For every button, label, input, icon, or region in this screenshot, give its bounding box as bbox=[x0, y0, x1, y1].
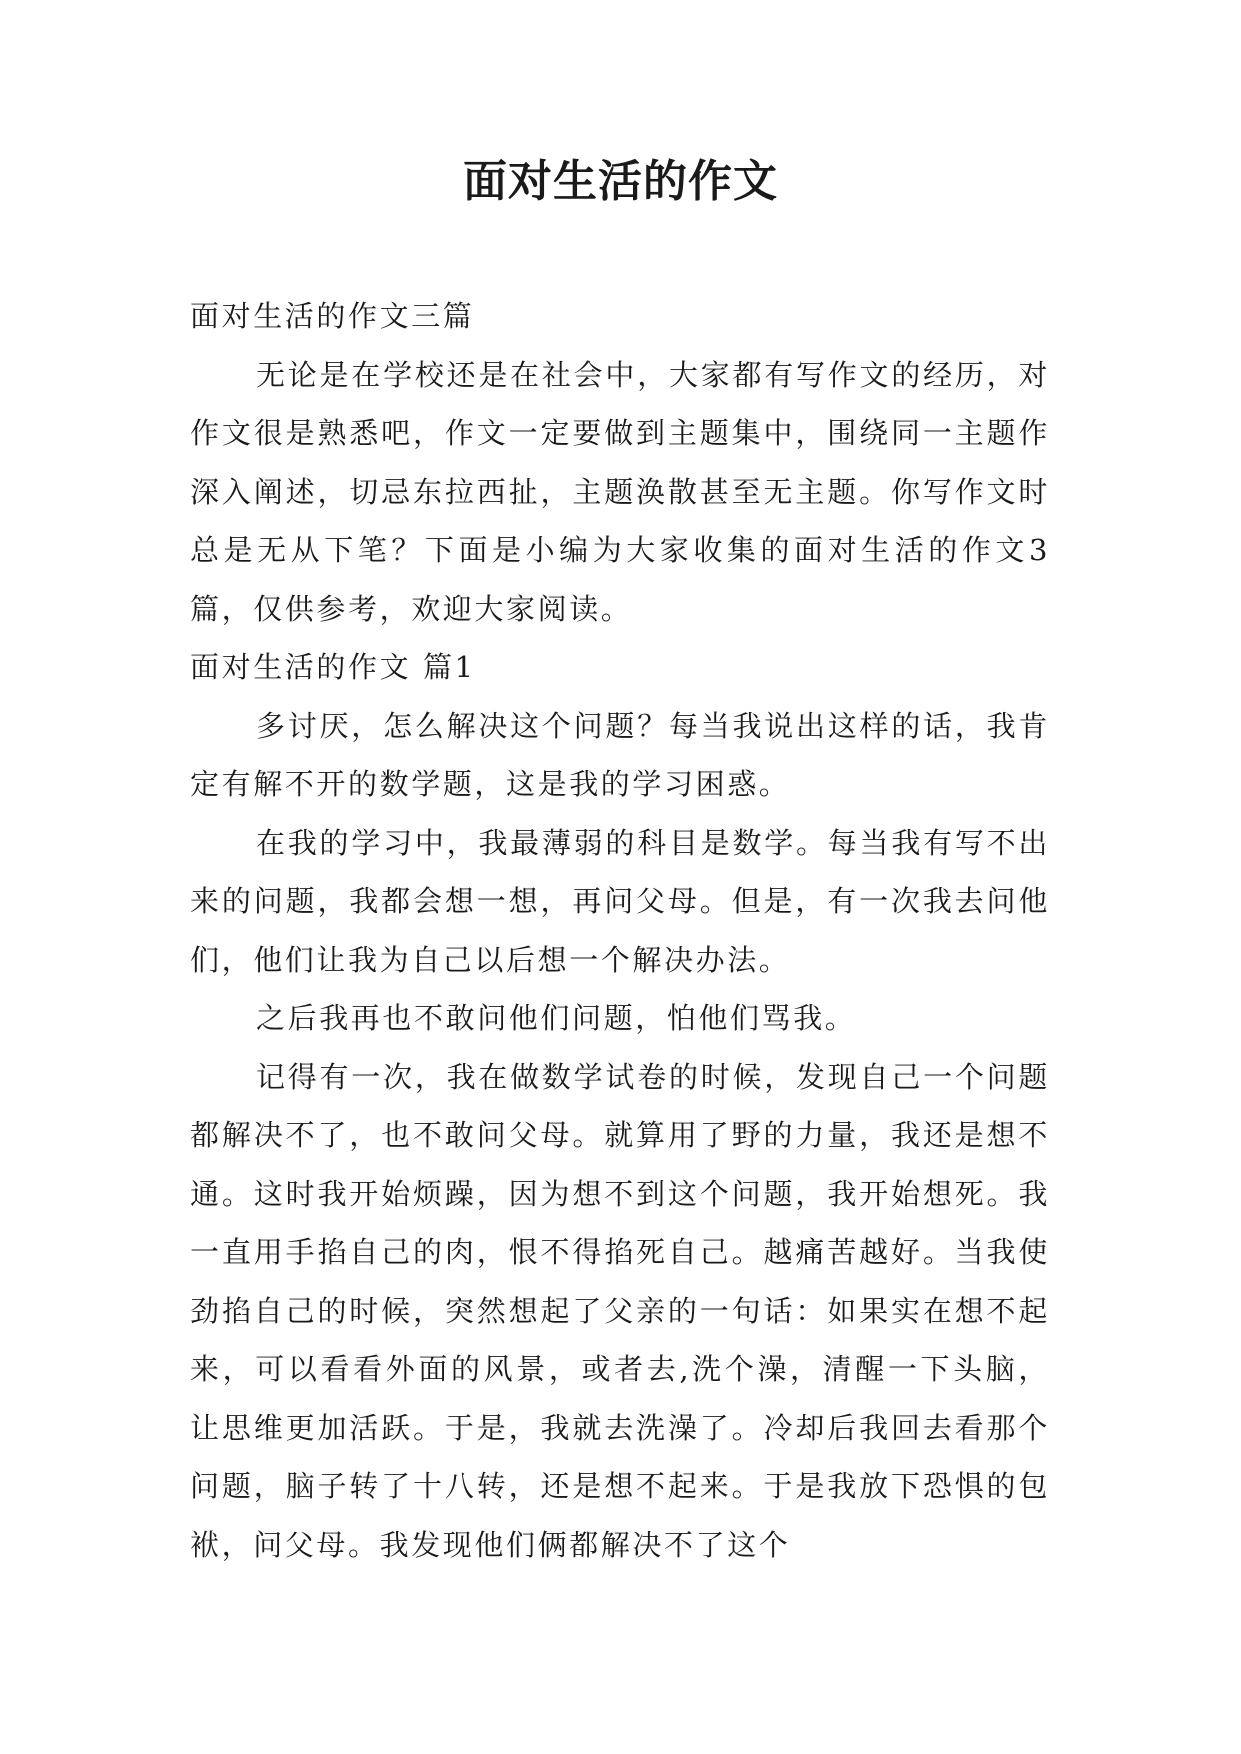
paragraph: 无论是在学校还是在社会中，大家都有写作文的经历，对作文很是熟悉吧，作文一定要做到主题集中，围绕同一主题作深入阐述，切忌东拉西扯，主题涣散甚至无主题。你写作文时总是无从下笔？下面是小编为大家收集的面对生活的作文3篇，仅供参考，欢迎大家阅读。 bbox=[190, 357, 1050, 626]
paragraph: 多讨厌，怎么解决这个问题？每当我说出这样的话，我肯定有解不开的数学题，这是我的学习困惑。 bbox=[190, 708, 1050, 801]
paragraph: 在我的学习中，我最薄弱的科目是数学。每当我有写不出来的问题，我都会想一想，再问父母。但是，有一次我去问他们，他们让我为自己以后想一个解决办法。 bbox=[190, 825, 1050, 977]
paragraph: 之后我再也不敢问他们问题，怕他们骂我。 bbox=[256, 1001, 857, 1035]
paragraph: 记得有一次，我在做数学试卷的时候，发现自己一个问题都解决不了，也不敢问父母。就算用了野的力量，我还是想不通。这时我开始烦躁，因为想不到这个问题，我开始想死。我一直用手掐自己的肉，恨不得掐死自己。越痛苦越好。当我使劲掐自己的时候，突然想起了父亲的一句话：如果实在想不起来，可以看看外面的风景，或者去,洗个澡，清醒一下头脑，让思维更加活跃。于是，我就去洗澡了。冷却后我回去看那个问题，脑子转了十八转，还是想不起来。于是我放下恐惧的包袱，问父母。我发现他们俩都解决不了这个 bbox=[190, 1059, 1050, 1562]
document-title: 面对生活的作文 bbox=[463, 156, 778, 207]
paragraph: 面对生活的作文 篇1 bbox=[190, 650, 476, 684]
paragraph: 面对生活的作文三篇 bbox=[190, 299, 475, 333]
document-body bbox=[190, 287, 1050, 1574]
